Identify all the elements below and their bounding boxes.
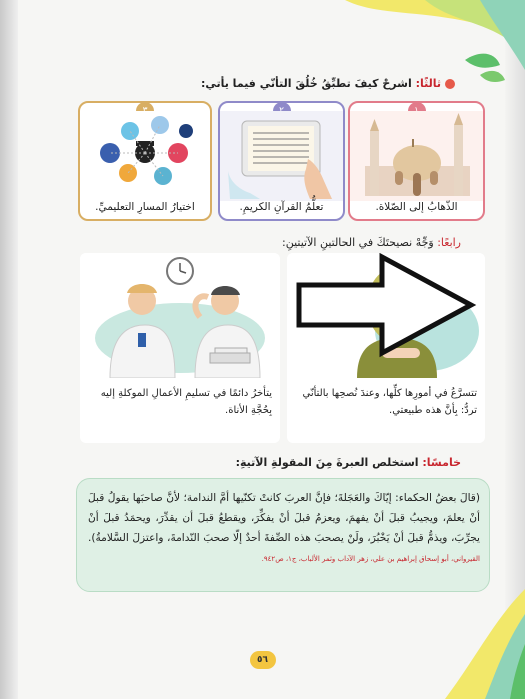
tablet-quran-illustration [220, 111, 343, 201]
card-education [78, 101, 212, 221]
scene-men-text: يتأخرُ دائمًا في تسليمِ الأعمالِ الموكلةِ إليه بِحُجَّةِ الأناة. [100, 388, 272, 416]
scene-woman-text: تتسرَّعُ في أمورِها كلِّها، وعندَ نُصحِها بالتأنّي تردُّ: بِأنَّ هذه طبيعتي. [302, 388, 477, 416]
page-number: ٥٦ [250, 651, 276, 669]
quote-reference: القيرواني، أبو إسحاق إبراهيم بن علي، زهر الآداب وثمر الألباب، ج١، ص٩٤٢. [261, 555, 480, 563]
quote-text [88, 488, 480, 569]
section-4-title: رابعًا: وَجِّهْ نصيحتَكَ في الحالتينِ الآتيتينِ: [282, 236, 461, 249]
card-caption: الذّهابُ إلى الصّلاة. [375, 201, 458, 213]
section-3-title: ثالثًا: اشرحْ كيفَ تطبِّقُ خُلُقَ التأنّي فيما يأتي: [201, 77, 455, 90]
education-icons-illustration [80, 111, 210, 201]
card-prayer [348, 101, 485, 221]
book-spine [0, 0, 18, 699]
card-quran [218, 101, 345, 221]
bottom-decoration [385, 589, 525, 699]
arrow-right-icon [287, 253, 485, 378]
scene-men [80, 253, 280, 443]
card-caption: اختيارُ المسارِ التعليميِّ. [95, 201, 195, 213]
office-men-illustration [80, 253, 280, 378]
card-caption: تعلُّمُ القرآنِ الكريمِ. [239, 201, 324, 213]
mosque-illustration [350, 111, 483, 201]
scene-woman [287, 253, 485, 443]
bullet-icon [445, 79, 455, 89]
section-5-title: خامسًا: استخلص العبرةَ مِنَ المقولةِ الآتيةِ: [235, 456, 461, 469]
quote-body: (قالَ بعضُ الحكماء: إيّاكَ والعَجَلةَ؛ فإنَّ العربَ كانتْ تكنّيها أمَّ الندامة؛ لأنَّ صاحبَها يقولُ قبلَ أنْ يعلمَ، ويجيبُ قبلَ أنْ يفهمَ، ويعزمُ قبلَ أنْ يفكِّرَ، ويقطعُ قبلَ أن يقدِّرَ، ويحمَدُ قبلَ أنْ يجرِّبَ، ويذمُّ قبلَ أنْ يَخْبُرَ، ولَنْ يصحبَ هذه الصِّفةَ أحدٌ إلّا صحبَ النّدامةَ، واعتزلَ السَّلامةُ). [88, 492, 480, 544]
